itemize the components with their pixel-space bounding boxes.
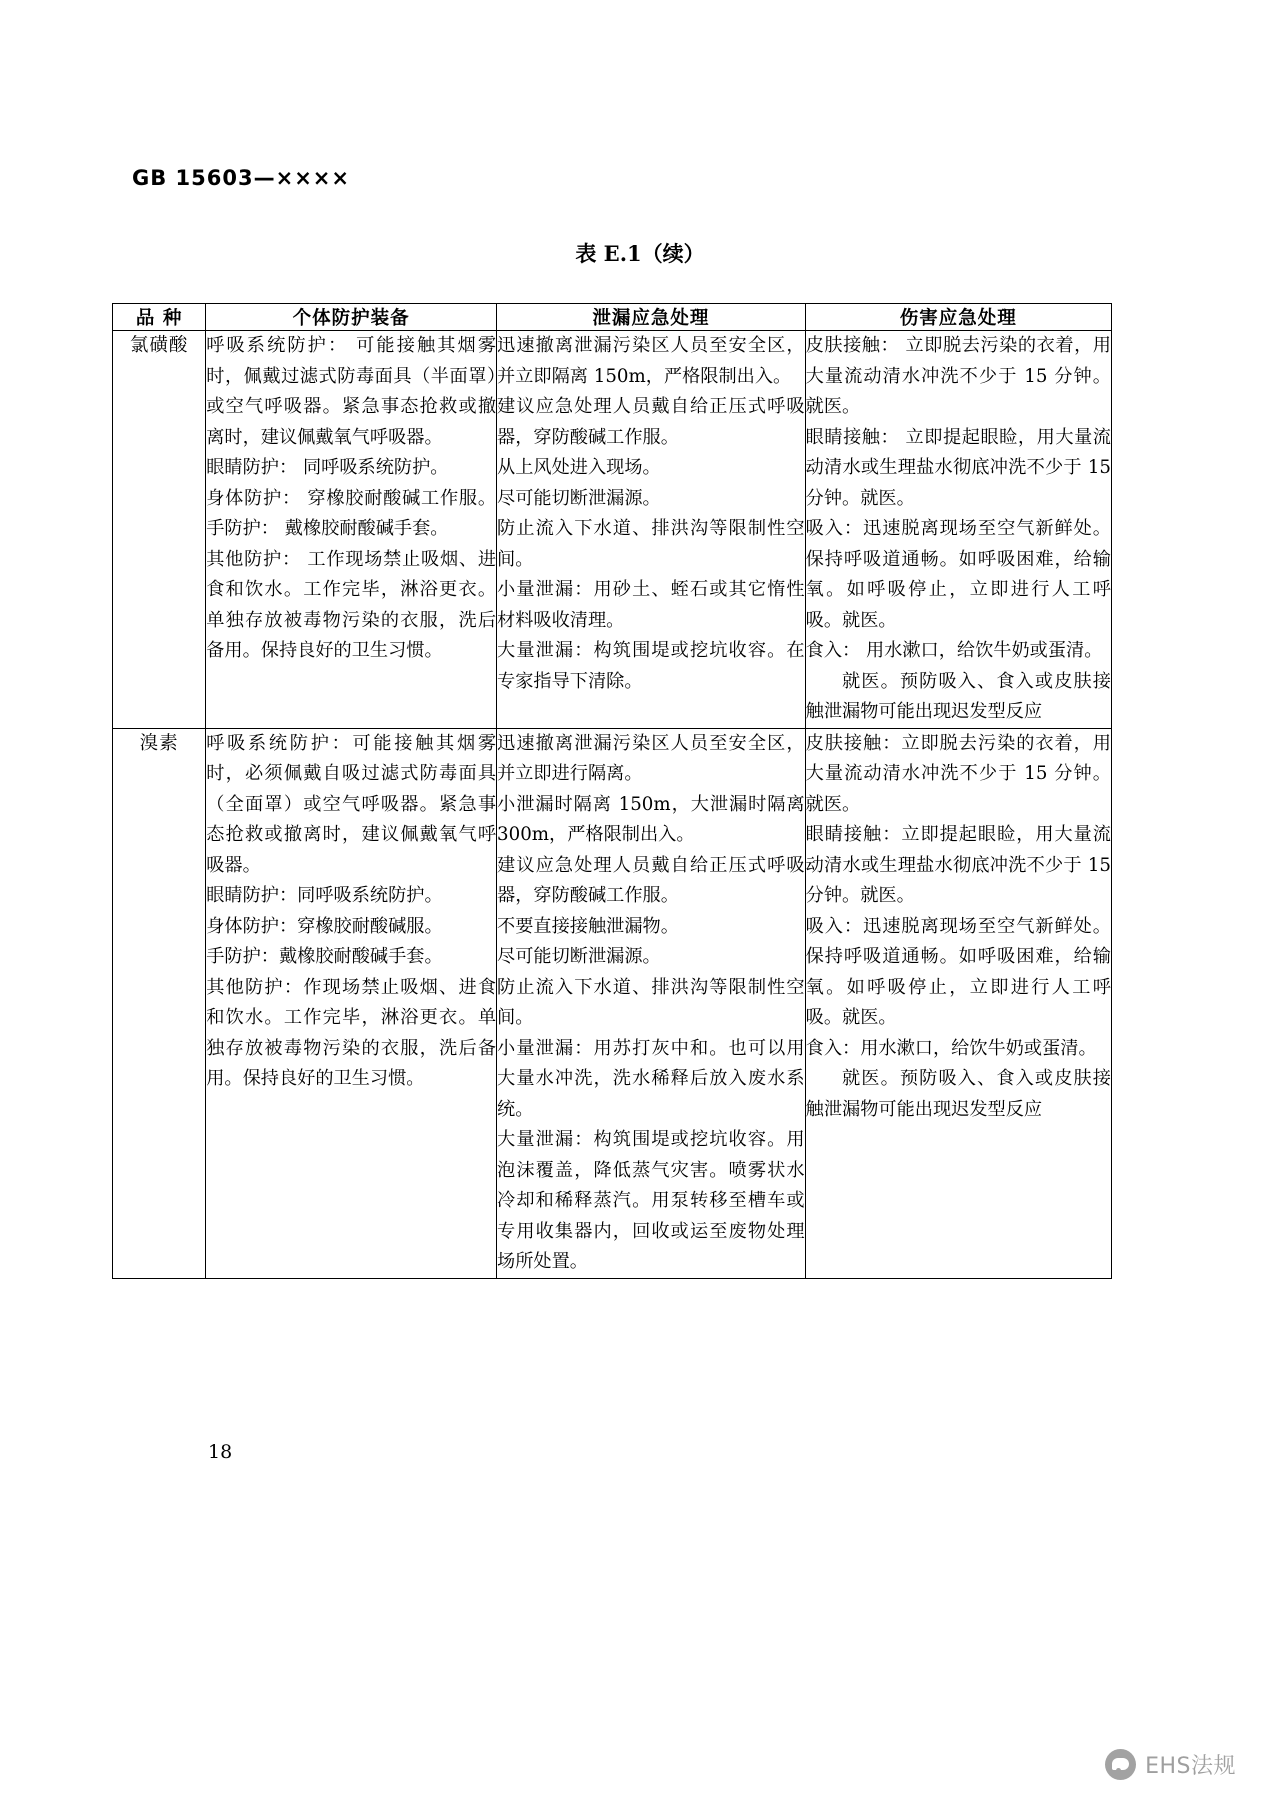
ppe-cell <box>206 728 497 1278</box>
injury-paragraph: 就医。预防吸入、食入或皮肤接触泄漏物可能出现迟发型反应 <box>805 670 1111 722</box>
leak-paragraph: 小量泄漏：用苏打灰中和。也可以用大量水冲洗，洗水稀释后放入废水系统。 <box>497 1037 805 1120</box>
ppe-paragraph: 呼吸系统防护：可能接触其烟雾时，必须佩戴自吸过滤式防毒面具（全面罩）或空气呼吸器。紧急事态抢救或撤离时，建议佩戴氧气呼吸器。 <box>206 732 497 876</box>
table-row <box>113 728 1112 1278</box>
ppe-paragraph: 眼睛防护：同呼吸系统防护。 <box>206 885 443 906</box>
column-header-leak: 泄漏应急处理 <box>497 304 806 331</box>
ppe-paragraph: 手防护：戴橡胶耐酸碱手套。 <box>206 946 443 967</box>
ppe-paragraph: 眼睛防护： 同呼吸系统防护。 <box>206 457 449 478</box>
injury-paragraph: 眼睛接触：立即提起眼睑，用大量流动清水或生理盐水彻底冲洗不少于 15 分钟。就医。 <box>805 824 1111 906</box>
wechat-icon <box>1105 1749 1136 1780</box>
watermark <box>1105 1749 1236 1780</box>
column-header-ppe: 个体防护装备 <box>206 304 497 331</box>
ppe-paragraph: 身体防护：穿橡胶耐酸碱服。 <box>206 915 443 937</box>
table-title: 表 E.1（续） <box>575 241 705 266</box>
ppe-paragraph: 呼吸系统防护： 可能接触其烟雾时，佩戴过滤式防毒面具（半面罩）或空气呼吸器。紧急事态抢救或撤离时，建议佩戴氧气呼吸器。 <box>206 335 497 448</box>
leak-paragraph: 防止流入下水道、排洪沟等限制性空间。 <box>497 976 805 1028</box>
leak-paragraph: 从上风处进入现场。 <box>497 457 661 478</box>
injury-paragraph: 眼睛接触： 立即提起眼睑，用大量流动清水或生理盐水彻底冲洗不少于 15 分钟。就医。 <box>805 426 1111 509</box>
emergency-response-table <box>112 303 1112 1279</box>
leak-paragraph: 迅速撤离泄漏污染区人员至安全区，并立即进行隔离。 <box>497 732 805 784</box>
column-header-injury: 伤害应急处理 <box>805 304 1111 331</box>
leak-paragraph: 建议应急处理人员戴自给正压式呼吸器，穿防酸碱工作服。 <box>497 854 805 906</box>
ppe-paragraph: 其他防护： 工作现场禁止吸烟、进食和饮水。工作完毕，淋浴更衣。单独存放被毒物污染的衣服，洗后备用。保持良好的卫生习惯。 <box>206 548 497 661</box>
table-row <box>113 331 1112 729</box>
leak-paragraph: 建议应急处理人员戴自给正压式呼吸器，穿防酸碱工作服。 <box>497 396 805 448</box>
injury-cell <box>805 331 1111 729</box>
table-header-row <box>113 304 1112 331</box>
leak-cell <box>497 728 806 1278</box>
injury-paragraph: 吸入：迅速脱离现场至空气新鲜处。保持呼吸道通畅。如呼吸困难，给输氧。如呼吸停止，立即进行人工呼吸。就医。 <box>805 915 1111 1028</box>
ppe-paragraph: 其他防护：作现场禁止吸烟、进食和饮水。工作完毕，淋浴更衣。单独存放被毒物污染的衣服，洗后备用。保持良好的卫生习惯。 <box>206 976 497 1089</box>
leak-cell <box>497 331 806 729</box>
injury-paragraph: 就医。预防吸入、食入或皮肤接触泄漏物可能出现迟发型反应 <box>805 1068 1111 1120</box>
ppe-paragraph: 身体防护： 穿橡胶耐酸碱工作服。 手防护： 戴橡胶耐酸碱手套。 <box>206 487 497 539</box>
ppe-cell <box>206 331 497 729</box>
leak-paragraph: 尽可能切断泄漏源。 <box>497 946 661 967</box>
leak-paragraph: 迅速撤离泄漏污染区人员至安全区，并立即隔离 150m，严格限制出入。 <box>497 335 805 387</box>
column-header-name: 品 种 <box>113 304 206 331</box>
leak-paragraph: 尽可能切断泄漏源。 <box>497 487 661 509</box>
injury-paragraph: 食入： 用水漱口，给饮牛奶或蛋清。 <box>805 640 1103 661</box>
leak-paragraph: 大量泄漏：构筑围堤或挖坑收容。在专家指导下清除。 <box>497 640 805 692</box>
leak-paragraph: 小泄漏时隔离 150m，大泄漏时隔离 300m，严格限制出入。 <box>497 793 805 845</box>
leak-paragraph: 防止流入下水道、排洪沟等限制性空间。 <box>497 518 805 570</box>
standard-code-header: GB 15603—×××× <box>132 166 350 190</box>
table-body <box>113 331 1112 1279</box>
watermark-label: EHS法规 <box>1145 1754 1236 1779</box>
injury-paragraph: 皮肤接触： 立即脱去污染的衣着，用大量流动清水冲洗不少于 15 分钟。就医。 <box>805 335 1111 417</box>
injury-paragraph: 皮肤接触：立即脱去污染的衣着，用大量流动清水冲洗不少于 15 分钟。就医。 <box>805 732 1111 815</box>
injury-paragraph: 吸入：迅速脱离现场至空气新鲜处。保持呼吸道通畅。如呼吸困难，给输氧。如呼吸停止，立即进行人工呼吸。就医。 <box>805 518 1111 631</box>
table-header <box>113 304 1112 331</box>
page-number: 18 <box>208 1441 233 1463</box>
leak-paragraph: 大量泄漏：构筑围堤或挖坑收容。用泡沫覆盖，降低蒸气灾害。喷雾状水冷却和稀释蒸汽。用泵转移至槽车或专用收集器内，回收或运至废物处理场所处置。 <box>497 1129 805 1272</box>
injury-cell <box>805 728 1111 1278</box>
leak-paragraph: 不要直接接触泄漏物。 <box>497 915 679 937</box>
substance-name: 溴素 <box>113 728 206 1278</box>
substance-name: 氯磺酸 <box>113 331 206 729</box>
injury-paragraph: 食入：用水漱口，给饮牛奶或蛋清。 <box>805 1037 1097 1059</box>
leak-paragraph: 小量泄漏：用砂土、蛭石或其它惰性材料吸收清理。 <box>497 579 805 631</box>
